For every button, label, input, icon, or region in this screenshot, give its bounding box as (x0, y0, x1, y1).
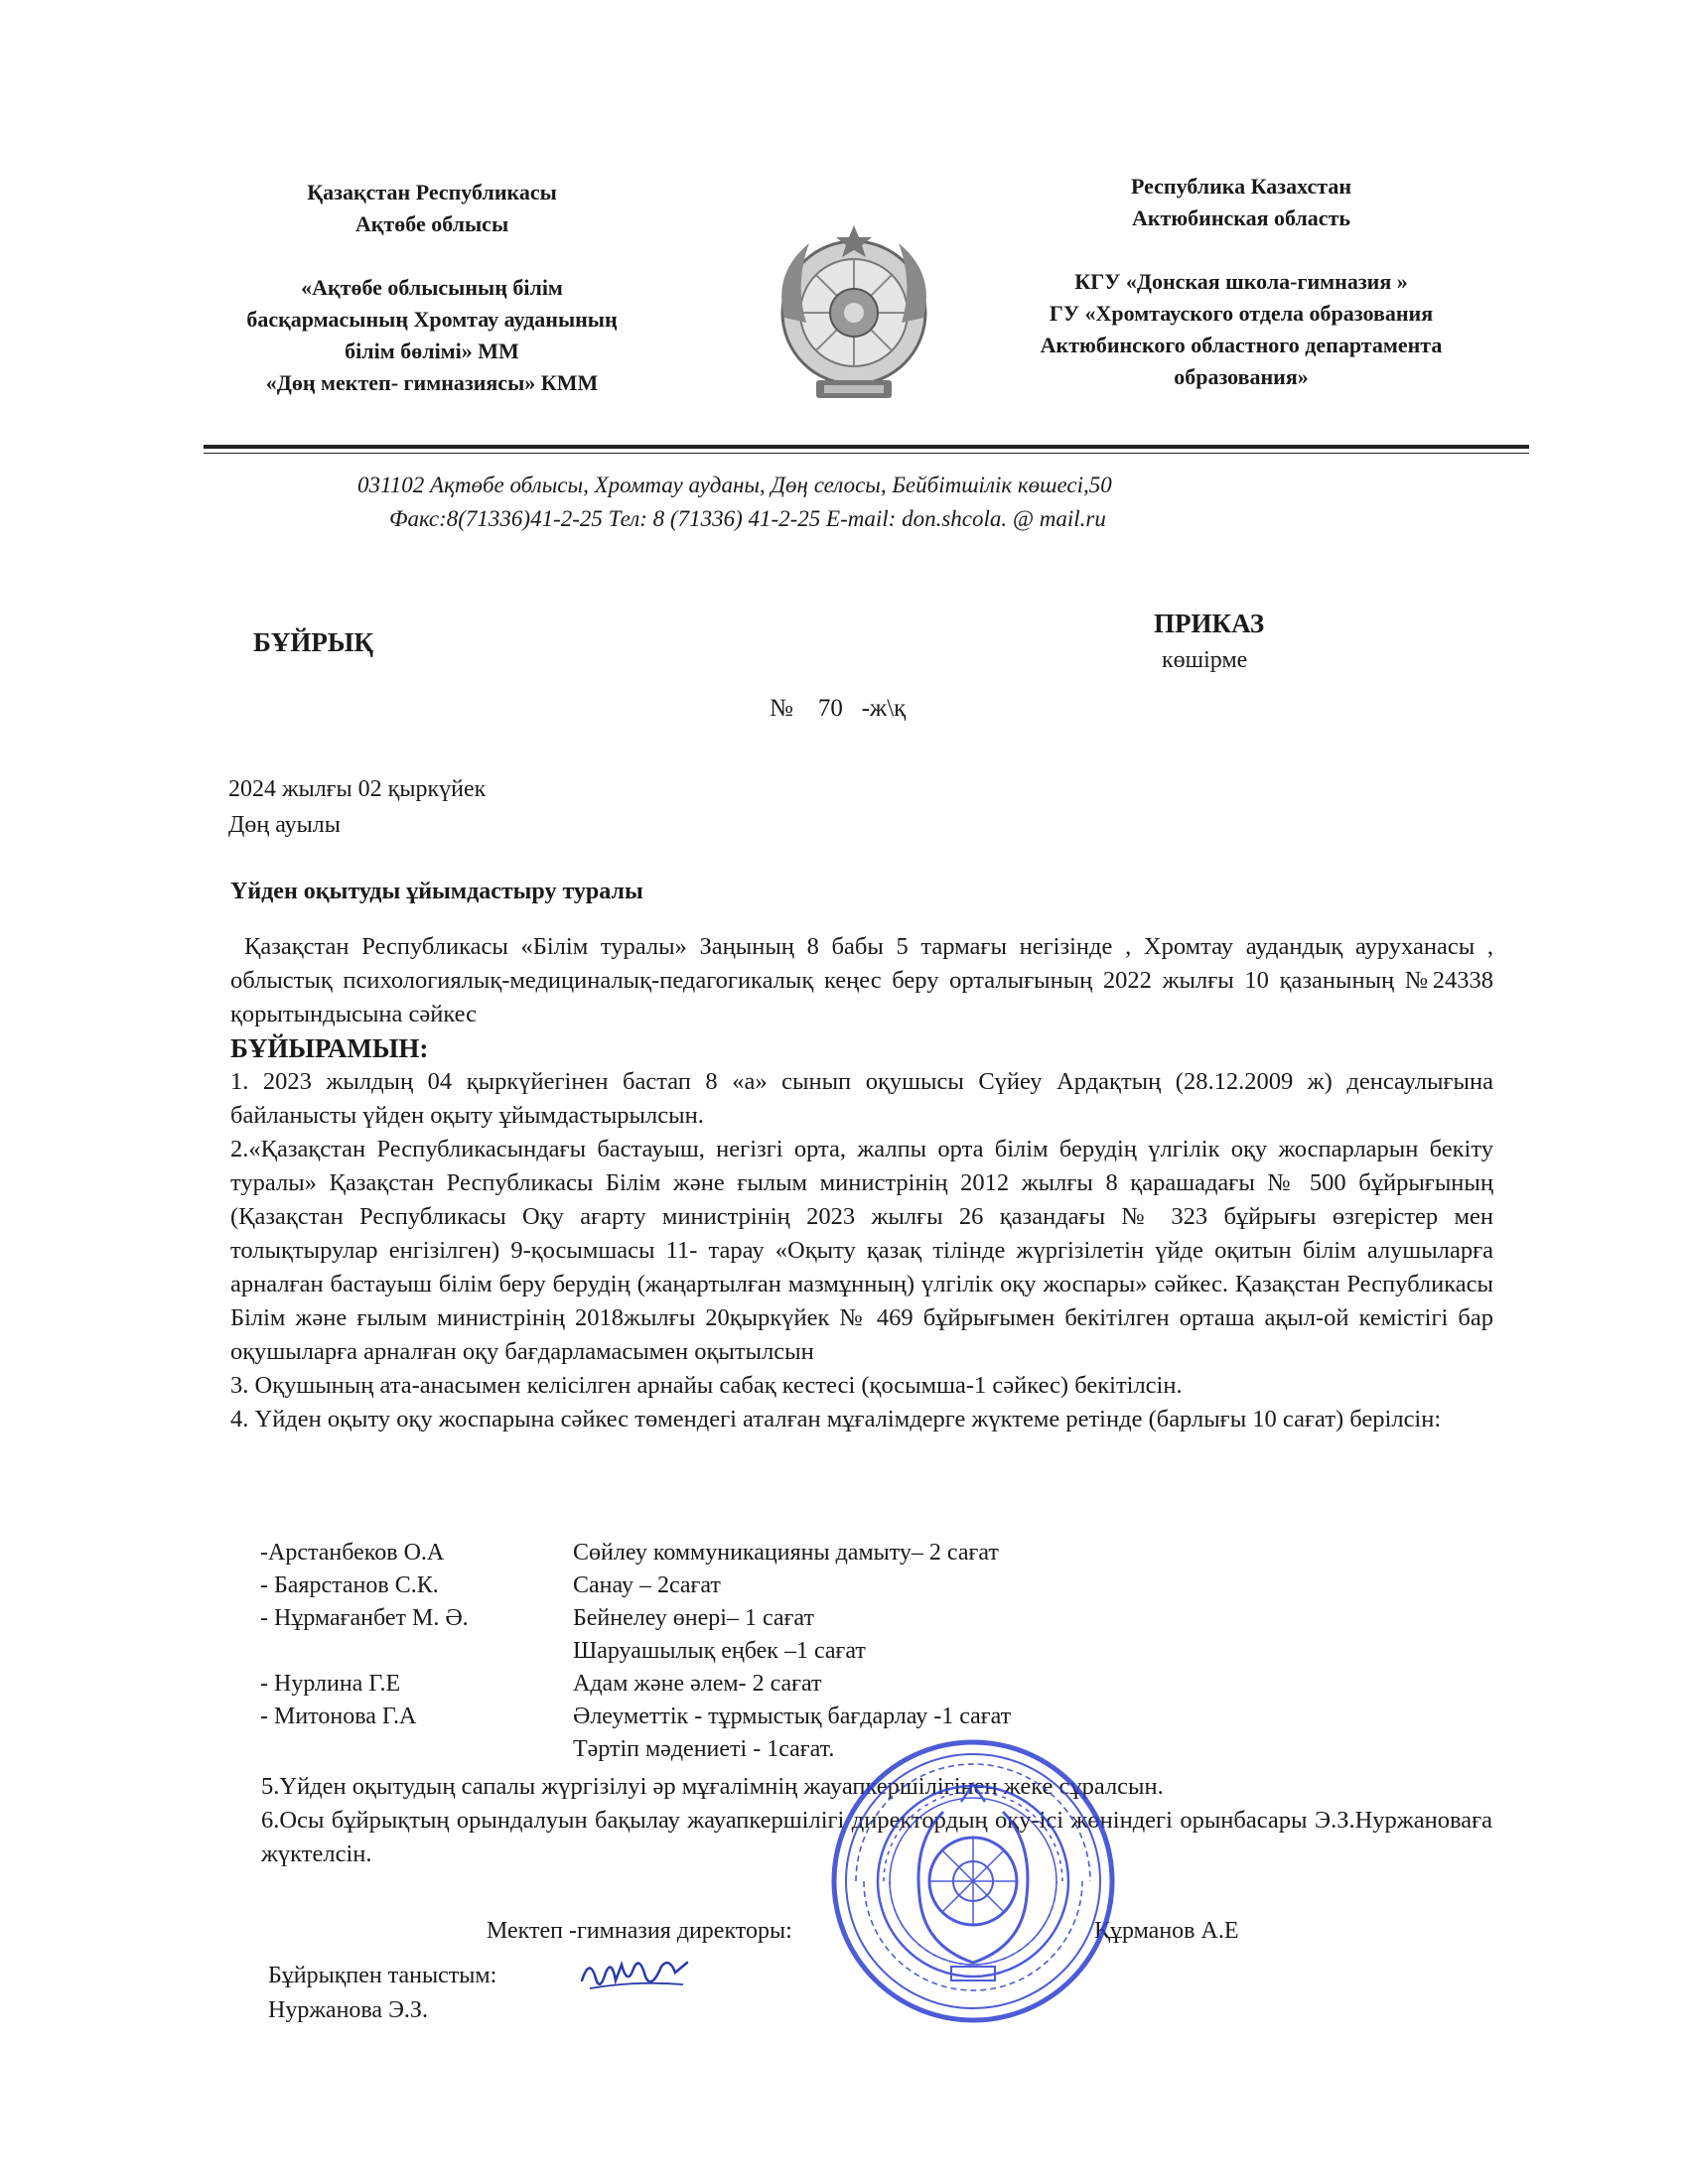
state-emblem-icon (765, 223, 943, 412)
order-number: № 70 -ж\қ (770, 695, 907, 722)
header-left-region: Ақтөбе облысы (354, 211, 509, 236)
header-rule-thin (204, 453, 1529, 454)
header-rule-thick (204, 445, 1529, 449)
header-left-org-line1: «Ақтөбе облысының білім (301, 275, 563, 300)
director-name: Құрманов А.Е (1094, 1918, 1239, 1944)
assignment-teacher (260, 1733, 573, 1766)
assignment-row (260, 1668, 1011, 1701)
assignment-subject: Әлеуметтік - тұрмыстық бағдарлау -1 сағат (573, 1704, 1012, 1729)
assignment-subject: Шаруашылық еңбек –1 сағат (573, 1638, 866, 1664)
header-right-country: Республика Казахстан (1130, 174, 1352, 199)
header-left-org-line2: басқармасының Хромтау ауданының (246, 307, 618, 332)
assignment-subject: Тәртіп мәдениеті - 1сағат. (573, 1736, 835, 1762)
doc-type-kz: БҰЙРЫҚ (253, 627, 373, 657)
header-right-region: Актюбинская область (1131, 205, 1351, 230)
order-place: Дөң ауылы (228, 812, 341, 838)
acknowledgement-label: Бұйрықпен таныстым: (268, 1963, 497, 1988)
order-body (230, 930, 1493, 1436)
header-right (978, 171, 1504, 393)
round-stamp-icon (824, 1732, 1122, 2030)
decree-heading: БҰЙЫРАМЫН: (230, 1033, 429, 1063)
assignment-row (260, 1570, 1011, 1602)
assignment-row (260, 1635, 1011, 1668)
assignment-teacher: - Нұрмағанбет М. Ә. (260, 1605, 469, 1631)
order-item-4: 4. Үйден оқыту оқу жоспарына сәйкес төмендегі аталған мұғалімдерге жүктеме ретінде (барлығы 10 сағат) берілсін: (230, 1406, 1442, 1433)
assignment-teacher (260, 1635, 573, 1668)
assignment-subject: Санау – 2сағат (573, 1572, 721, 1598)
order-item-1: 1. 2023 жылдың 04 қыркүйегінен бастап 8 «а» сынып оқушысы Сүйеу Ардақтың (28.12.2009 ж) денсаулығына байланысты үйден оқыту ұйымдастырылсын. (230, 1068, 1493, 1129)
assignment-row (260, 1602, 1011, 1635)
assignment-teacher: -Арстанбеков О.А (260, 1540, 445, 1566)
doc-type-ru: ПРИКАЗ (1154, 609, 1265, 638)
order-item-2: 2.«Қазақстан Республикасындағы бастауыш, негізгі орта, жалпы орта білім берудің үлгілік оқу жоспарларын бекіту туралы» Қазақстан Республикасы Білім және ғылым министрінің 2012 жылғы 8 қарашадағы № 500 бұйрығының (Қазақстан Республикасы Оқу ағарту министрінің 2023 жылғы 26 қазандағы № 323 бұйрығы өзгерістер мен толықтырулар енгізілген) 9-қосымшасы 11- тарау «Оқыту қазақ тілінде жүргізілетін үйде оқитын білім алушыларға арналған бастауыш білім беру берудің (жаңартылған мазмұнның) үлгілік оқу жоспары» сәйкес. Қазақстан Республикасы Білім және ғылым министрінің 2018жылғы 20қыркүйек № 469 бұйрығымен бекітілген орташа ақыл-ой кемістігі бар оқушыларға арналған оқу бағдарламасымен оқытылсын (230, 1136, 1493, 1365)
order-item-3: 3. Оқушының ата-анасымен келісілген арнайы сабақ кестесі (қосымша-1 сәйкес) бекітілсін. (230, 1372, 1183, 1399)
header-left (194, 177, 670, 399)
contact-line: Факс:8(71336)41-2-25 Тел: 8 (71336) 41-2-25 E-mail: don.shcola. @ mail.ru (389, 506, 1106, 531)
assignment-teacher: - Баярстанов С.К. (260, 1572, 439, 1598)
header-right-org-line2: ГУ «Хромтауского отдела образования (1049, 301, 1434, 326)
preamble: Қазақстан Республикасы «Білім туралы» Заңының 8 бабы 5 тармағы негізінде , Хромтау аудандық ауруханасы , облыстық психологиялық-медициналық-педагогикалық кеңес беру орталығының 2022 жылғы 10 қазанының №24338 қорытындысына сәйкес (230, 933, 1493, 1027)
order-item-5: 5.Үйден оқытудың сапалы жүргізілуі әр мұғалімнің жауапкершілігінен жеке сұралсын. (261, 1773, 1164, 1800)
assignment-row (260, 1537, 1011, 1570)
assignment-teacher: - Нурлина Г.Е (260, 1671, 401, 1697)
address-line: 031102 Ақтөбе облысы, Хромтау ауданы, Дөң селосы, Бейбітшілік көшесі,50 (357, 473, 1112, 497)
assignment-subject: Адам және әлем- 2 сағат (573, 1671, 822, 1697)
header-left-org-line4: «Дөң мектеп- гимназиясы» КММ (265, 370, 599, 395)
order-item-6: 6.Осы бұйрықтың орындалуын бақылау жауапкершілігі директордың оқу-ісі жөніндегі орынбасары Э.З.Нуржановаға жүктелсін. (261, 1807, 1492, 1867)
assignment-subject: Сөйлеу коммуникацияны дамыту– 2 сағат (573, 1540, 999, 1566)
header-right-org-line3: Актюбинского областного департамента (1040, 333, 1443, 357)
header-right-org-line4: образования» (1174, 364, 1309, 389)
header-right-org-line1: КГУ «Донская школа-гимназия » (1074, 269, 1408, 294)
assignment-teacher: - Митонова Г.А (260, 1704, 417, 1729)
order-date: 2024 жылғы 02 қыркүйек (228, 776, 487, 802)
assignment-row (260, 1701, 1011, 1733)
header-left-country: Қазақстан Республикасы (307, 180, 557, 205)
copy-mark: көшірме (1162, 647, 1248, 673)
signature-icon (576, 1951, 695, 2000)
assignment-subject: Бейнелеу өнері– 1 сағат (573, 1605, 814, 1631)
order-title: Үйден оқытуды ұйымдастыру туралы (230, 879, 643, 904)
director-position: Мектеп -гимназия директоры: (487, 1918, 792, 1944)
acknowledgement-name: Нуржанова Э.З. (268, 1997, 428, 2023)
header-left-org-line3: білім бөлімі» ММ (345, 339, 519, 363)
